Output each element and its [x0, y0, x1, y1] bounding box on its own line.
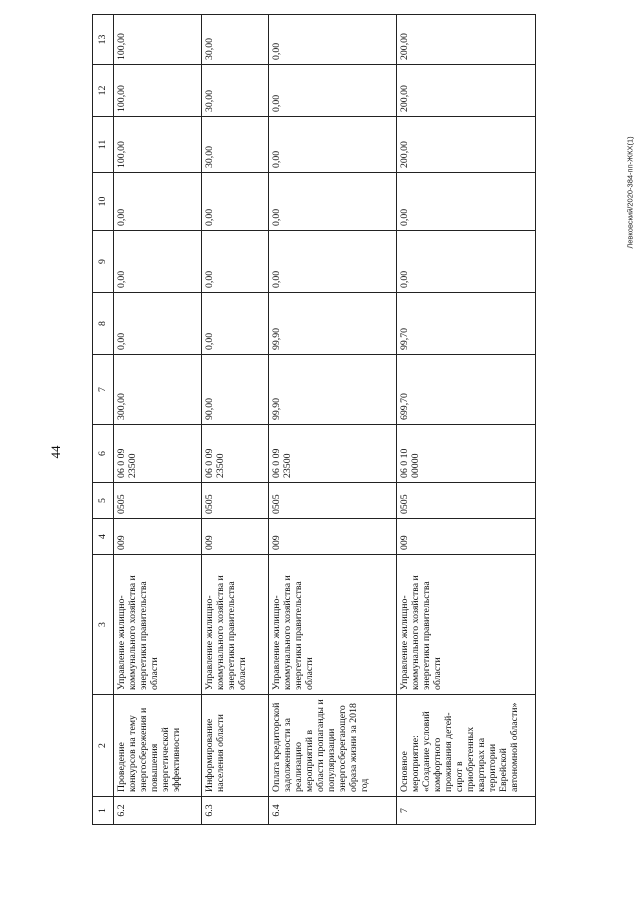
executor: Управление жилищно-коммунального хозяйства и энергетики правительства области [269, 555, 397, 695]
header-cell-9: 9 [93, 231, 114, 293]
value-col-9: 0,00 [269, 231, 397, 293]
table-row [202, 15, 269, 825]
value-col-9: 0,00 [397, 231, 536, 293]
header-cell-7: 7 [93, 355, 114, 425]
header-cell-12: 12 [93, 65, 114, 117]
value-col-7: 300,00 [114, 355, 202, 425]
header-cell-1: 1 [93, 797, 114, 825]
rzpr-code: 0505 [397, 483, 536, 519]
program-activities-table [92, 14, 536, 825]
executor: Управление жилищно-коммунального хозяйства и энергетики правительства области [397, 555, 536, 695]
value-col-8: 0,00 [114, 293, 202, 355]
value-col-9: 0,00 [202, 231, 269, 293]
row-number: 7 [397, 797, 536, 825]
value-col-13: 0,00 [269, 15, 397, 65]
value-col-13: 100,00 [114, 15, 202, 65]
value-col-11: 0,00 [269, 117, 397, 173]
header-cell-3: 3 [93, 555, 114, 695]
header-cell-13: 13 [93, 15, 114, 65]
row-number: 6.3 [202, 797, 269, 825]
value-col-8: 0,00 [202, 293, 269, 355]
grbs-code: 009 [202, 519, 269, 555]
grbs-code: 009 [397, 519, 536, 555]
table-row [397, 15, 536, 825]
page-number: 44 [48, 445, 63, 459]
row-number: 6.2 [114, 797, 202, 825]
value-col-11: 100,00 [114, 117, 202, 173]
document-stamp: Левковский/2020-384-пп-ЖКХ(1) [625, 136, 635, 249]
table-row [114, 15, 202, 825]
header-cell-4: 4 [93, 519, 114, 555]
header-cell-8: 8 [93, 293, 114, 355]
table-row [269, 15, 397, 825]
rzpr-code: 0505 [269, 483, 397, 519]
value-col-12: 100,00 [114, 65, 202, 117]
csr-code: 06 0 09 23500 [202, 425, 269, 483]
value-col-8: 99,70 [397, 293, 536, 355]
value-col-12: 0,00 [269, 65, 397, 117]
header-cell-2: 2 [93, 695, 114, 797]
activity-name: Проведение конкурсов на тему энергосбережения и повышения энергетической эффективности [114, 695, 202, 797]
executor: Управление жилищно-коммунального хозяйства и энергетики правительства области [114, 555, 202, 695]
value-col-10: 0,00 [202, 173, 269, 231]
row-number: 6.4 [269, 797, 397, 825]
csr-code: 06 0 09 23500 [269, 425, 397, 483]
rzpr-code: 0505 [202, 483, 269, 519]
value-col-8: 99,90 [269, 293, 397, 355]
activity-name: Основное мероприятие: «Создание условий комфортного проживания детей-сирот в приобретенных квартирах на территории Еврейской автономной области» [397, 695, 536, 797]
header-cell-6: 6 [93, 425, 114, 483]
value-col-9: 0,00 [114, 231, 202, 293]
activity-name: Информирование населения области [202, 695, 269, 797]
value-col-13: 30,00 [202, 15, 269, 65]
activity-name: Оплата кредиторской задолженности за реализацию мероприятий в области пропаганды и популяризации энергосберегающего образа жизни за 2018 год [269, 695, 397, 797]
csr-code: 06 0 10 00000 [397, 425, 536, 483]
value-col-11: 30,00 [202, 117, 269, 173]
table-area [92, 15, 532, 825]
header-row [93, 15, 114, 825]
executor: Управление жилищно-коммунального хозяйства и энергетики правительства области [202, 555, 269, 695]
grbs-code: 009 [114, 519, 202, 555]
header-cell-5: 5 [93, 483, 114, 519]
value-col-7: 90,00 [202, 355, 269, 425]
value-col-7: 99,90 [269, 355, 397, 425]
csr-code: 06 0 09 23500 [114, 425, 202, 483]
value-col-13: 200,00 [397, 15, 536, 65]
value-col-10: 0,00 [114, 173, 202, 231]
grbs-code: 009 [269, 519, 397, 555]
value-col-11: 200,00 [397, 117, 536, 173]
value-col-7: 699,70 [397, 355, 536, 425]
rotated-table-container [92, 15, 532, 825]
rzpr-code: 0505 [114, 483, 202, 519]
header-cell-10: 10 [93, 173, 114, 231]
header-cell-11: 11 [93, 117, 114, 173]
value-col-10: 0,00 [397, 173, 536, 231]
value-col-10: 0,00 [269, 173, 397, 231]
value-col-12: 30,00 [202, 65, 269, 117]
value-col-12: 200,00 [397, 65, 536, 117]
